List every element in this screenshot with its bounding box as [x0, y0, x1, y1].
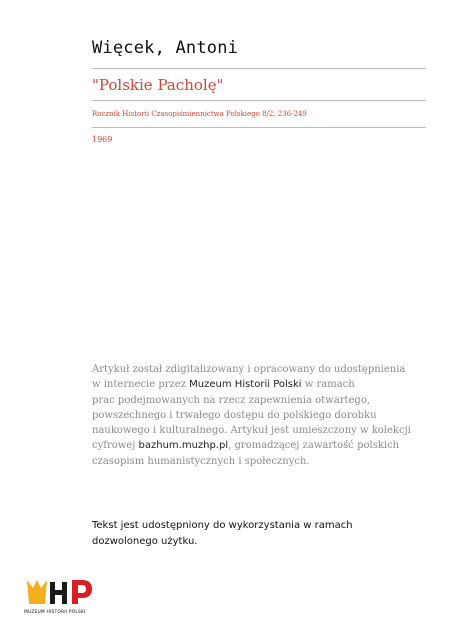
note-line: prac podejmowanych na rzecz zapewnienia otwartego, [92, 394, 371, 406]
note-line: naukowego i kulturalnego. Artykuł jest umieszczony w kolekcji [92, 425, 411, 437]
museum-logo-mark [24, 574, 96, 610]
logo-caption: MUZEUM HISTORII POLSKI [24, 610, 86, 615]
note-line: Artykuł został zdigitalizowany i opracowany do udostępnienia [92, 364, 406, 375]
note-line [92, 377, 412, 392]
publication-year: 1969 [92, 135, 113, 144]
divider-middle [92, 100, 426, 101]
divider-top [92, 68, 426, 69]
note-text: w ramach [301, 379, 355, 391]
note-text: cyfrowej [92, 440, 139, 452]
note-line: powszechnego i trwałego dostępu do polskiego dorobku [92, 409, 377, 421]
article-title: "Polskie Pacholę" [92, 76, 224, 94]
usage-terms [92, 518, 353, 550]
divider-bottom [92, 127, 426, 128]
note-line: czasopism humanistycznych i społecznych. [92, 455, 310, 467]
terms-line: Tekst jest udostępniony do wykorzystania w ramach [92, 520, 353, 531]
museum-name-link[interactable]: Muzeum Historii Polski [189, 379, 302, 391]
author-name: Więcek, Antoni [92, 38, 239, 58]
bazhum-link[interactable]: bazhum.muzhp.pl [138, 440, 229, 452]
note-text: , gromadzącej zawartość polskich [228, 440, 400, 452]
digitization-note [92, 362, 412, 469]
terms-line: dozwolonego użytku. [92, 536, 198, 547]
note-text: w internecie przez [92, 379, 190, 391]
source-citation: Rocznik Historii Czasopiśmiennictwa Polskiego 8/2, 236-249 [92, 110, 307, 118]
note-line [92, 438, 412, 453]
